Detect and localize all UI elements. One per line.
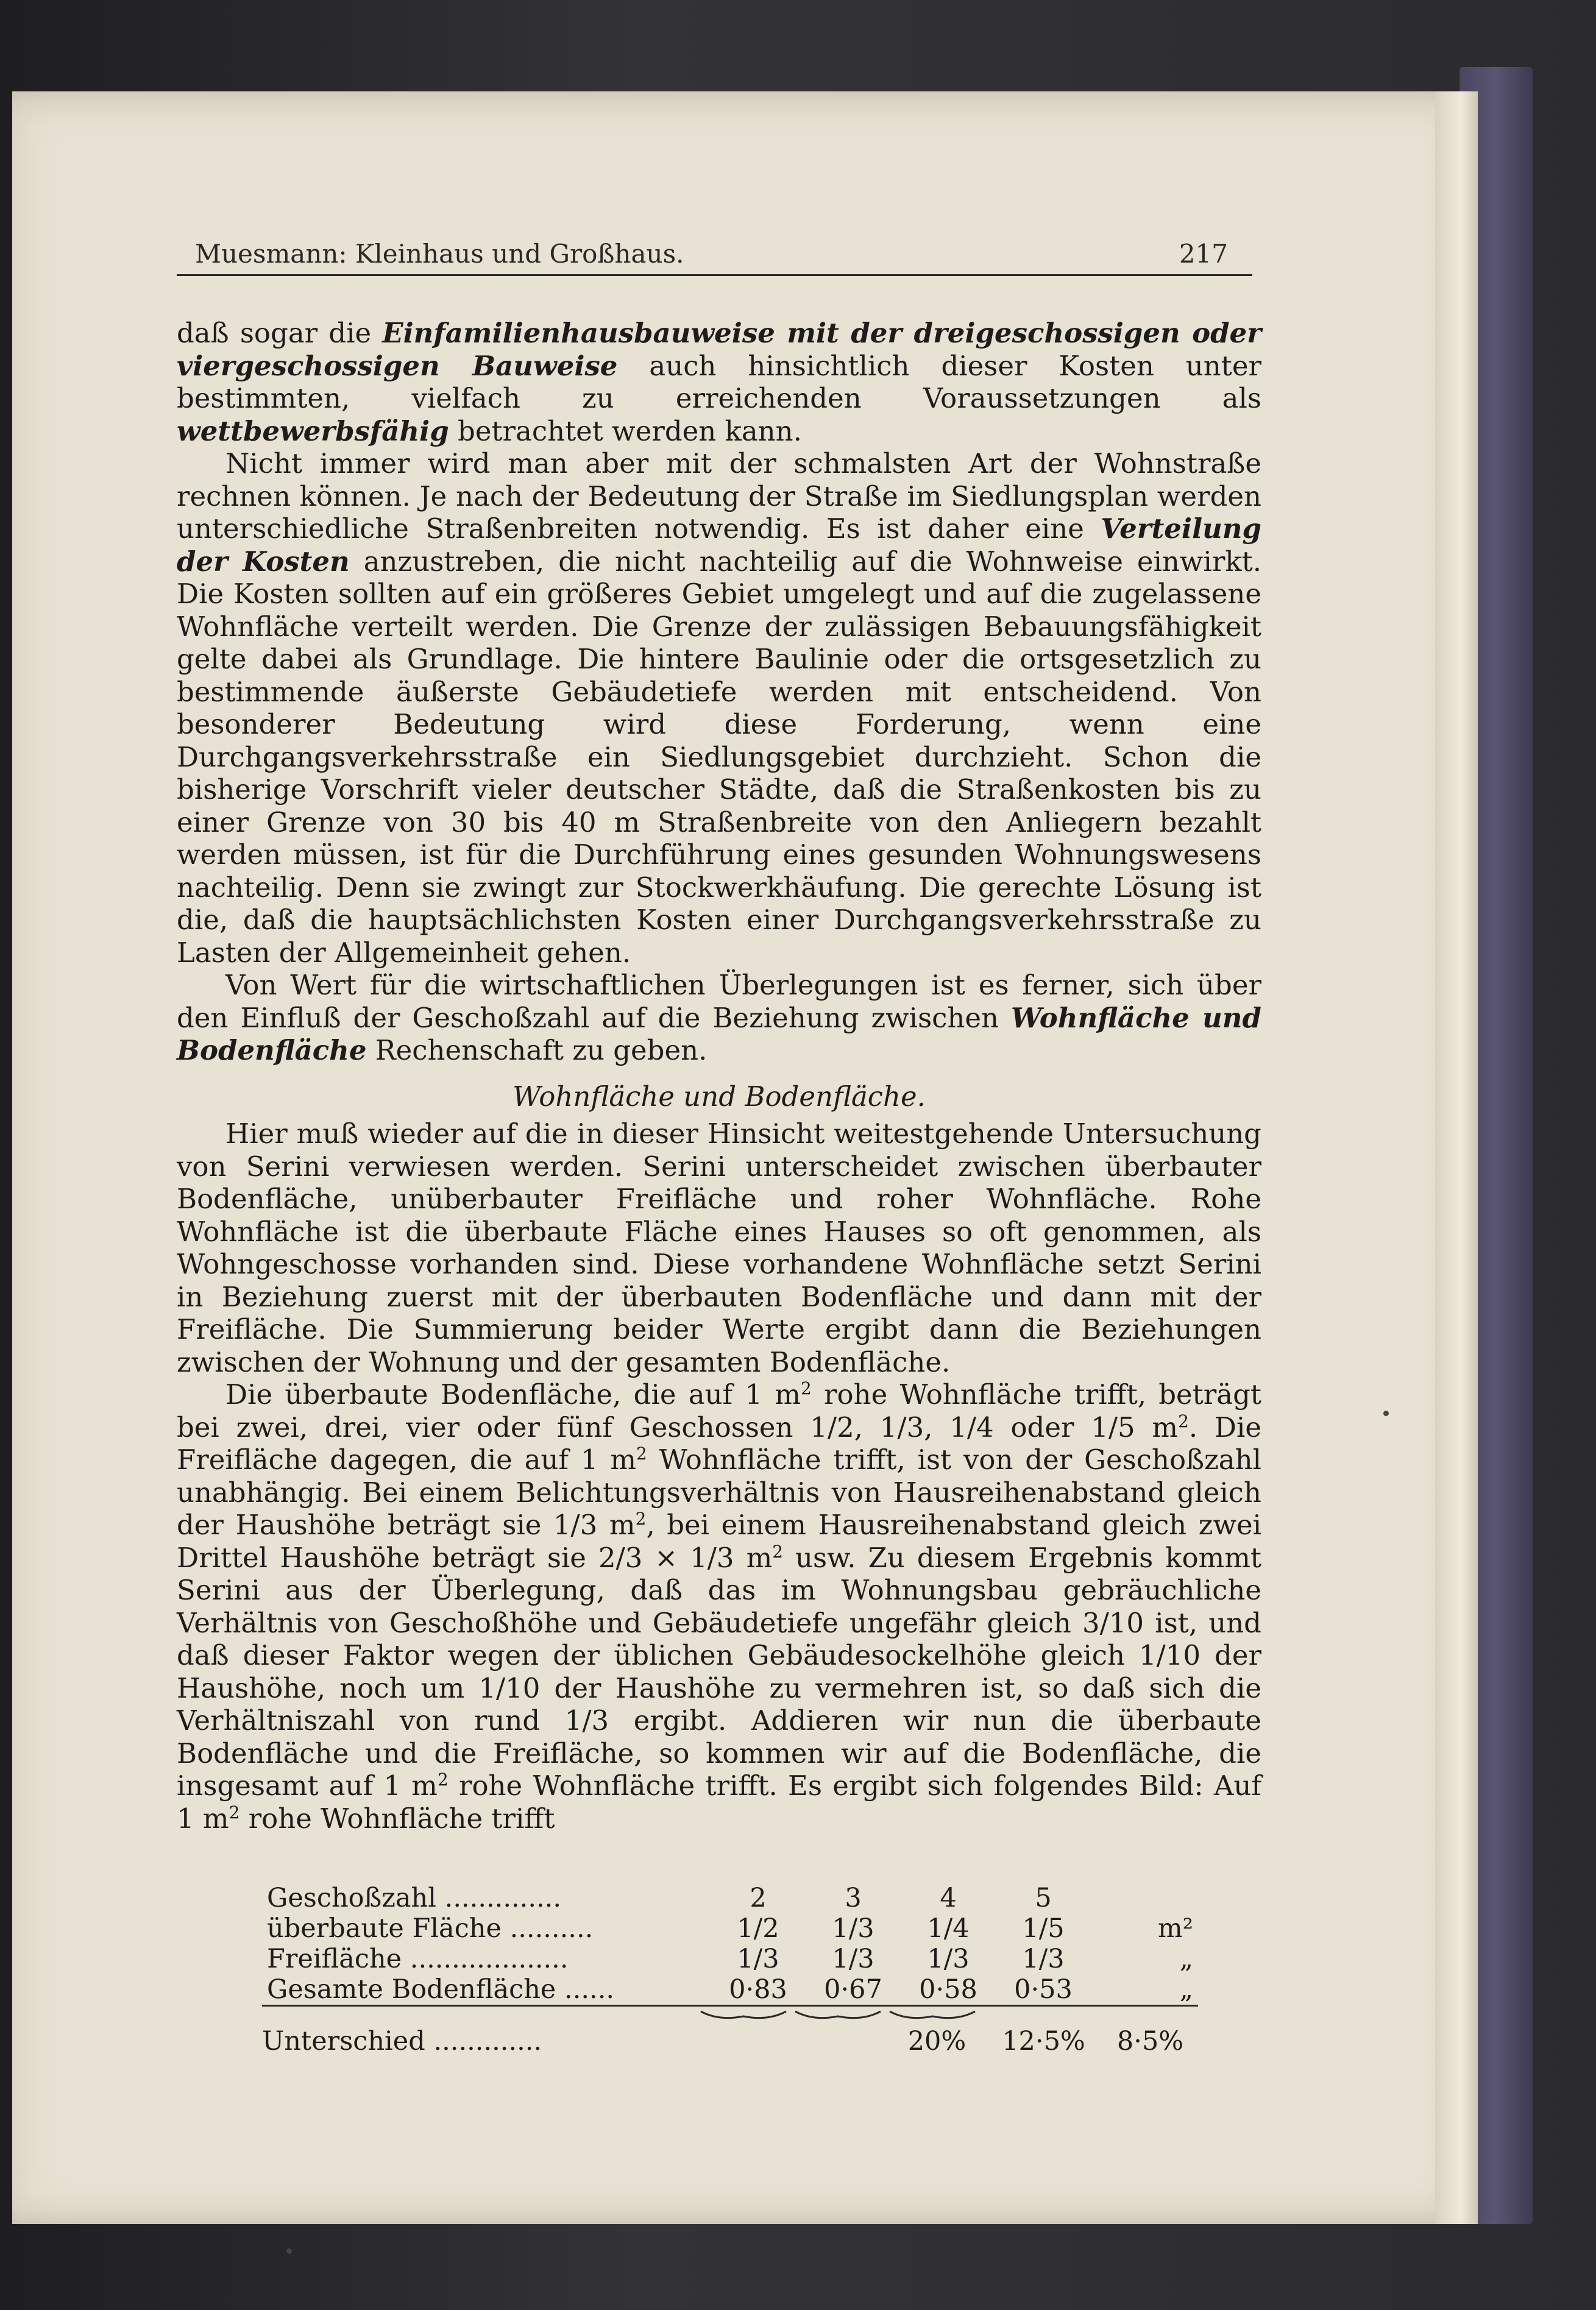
running-head-title: Muesmann: Kleinhaus und Großhaus. bbox=[195, 239, 684, 269]
paragraph-5: Die überbaute Bodenfläche, die auf 1 $m^2$ rohe Wohnfläche trifft, beträgt bei zwei, drei, vier oder fünf Geschossen 1/2, 1/3, 1/4 oder 1/5 $m^2$. Die Freifläche dagegen, die auf 1 $m^2$ Wohnfläche trifft, ist von der Geschoßzahl unabhängig. Bei einem Belichtungsverhältnis von Hausreihenabstand gleich der Haushöhe beträgt sie 1/3 $m^2$, bei einem Hausreihenabstand gleich zwei Drittel Haushöhe beträgt sie 2/3 × 1/3 $m^2$ usw. Zu diesem Ergebnis kommt Serini aus der Überlegung, daß das im Wohnungsbau gebräuchliche Verhältnis von Geschoßhöhe und Gebäudetiefe ungefähr gleich 3/10 ist, und daß dieser Faktor wegen der üblichen Gebäudesockelhöhe gleich 1/10 der Haushöhe, noch um 1/10 der Haushöhe zu vermehren ist, so daß sich die Verhältniszahl von rund 1/3 ergibt. Addieren wir nun die überbaute Bodenfläche und die Freifläche, so kommen wir auf die Bodenfläche, die insgesamt auf 1 $m^2$ rohe Wohnfläche trifft. Es ergibt sich folgendes Bild: Auf 1 $m^2$ rohe Wohnfläche trifft bbox=[177, 1378, 1262, 1835]
table-row: überbaute Fläche .......... 1/2 1/3 1/4 1/5 m² bbox=[267, 1913, 1193, 1944]
paragraph-4: Hier muß wieder auf die in dieser Hinsicht weitestgehende Untersuchung von Serini verwiesen werden. Serini unterscheidet zwischen überbauter Bodenfläche, unüberbauter Freifläche und roher Wohnfläche. Rohe Wohnfläche ist die überbaute Fläche eines Hauses so oft genommen, als Wohngeschosse vorhanden sind. Diese vorhandene Wohnfläche setzt Serini in Beziehung zuerst mit der überbauten Bodenfläche und dann mit der Freifläche. Die Summierung beider Werte ergibt dann die Beziehungen zwischen der Wohnung und der gesamten Bodenfläche. bbox=[177, 1118, 1261, 1378]
paragraph-3: Von Wert für die wirtschaftlichen Überlegungen ist es ferner, sich über den Einfluß der Geschoßzahl auf die Beziehung zwischen Wohnfläche und Bodenfläche Rechenschaft zu geben. bbox=[177, 969, 1261, 1066]
paragraph-2: Nicht immer wird man aber mit der schmalsten Art der Wohnstraße rechnen können. Je nach der Bedeutung der Straße im Siedlungsplan werden unterschiedliche Straßenbreiten notwendig. Es ist daher eine Verteilung der Kosten anzustreben, die nicht nachteilig auf die Wohnweise einwirkt. Die Kosten sollten auf ein größeres Gebiet umgelegt und auf die zugelassene Wohnfläche verteilt werden. Die Grenze der zulässigen Bebauungsfähigkeit gelte dabei als Grundlage. Die hintere Baulinie oder die ortsgesetzlich zu bestimmende äußerste Gebäudetiefe werden mit entscheidend. Von besonderer Bedeutung wird diese Forderung, wenn eine Durchgangsverkehrsstraße ein Siedlungsgebiet durchzieht. Schon die bisherige Vorschrift vieler deutscher Städte, daß die Straßenkosten bis zu einer Grenze von 30 bis 40 m Straßenbreite von den Anliegern bezahlt werden müssen, ist für die Durchführung eines gesunden Wohnungswesens nachteilig. Denn sie zwingt zur Stockwerkhäufung. Die gerechte Lösung ist die, daß die hauptsächlichsten Kosten einer Durchgangsverkehrsstraße zu Lasten der Allgemeinheit gehen. bbox=[177, 447, 1261, 969]
table-row: Geschoßzahl .............. 2 3 4 5 bbox=[267, 1883, 1052, 1913]
speck-mark bbox=[1383, 1411, 1389, 1416]
body-text bbox=[177, 317, 1261, 1835]
section-heading: Wohnfläche und Bodenfläche. bbox=[512, 1080, 926, 1113]
stats-table bbox=[262, 1883, 1198, 2007]
table-row: Gesamte Bodenfläche ...... 0·83 0·67 0·58 0·53 „ bbox=[262, 1974, 1198, 2006]
running-head bbox=[177, 239, 1252, 276]
difference-row: Unterschied ............. 20% 12·5% 8·5% bbox=[262, 2026, 1184, 2057]
page-number: 217 bbox=[1179, 239, 1228, 269]
table-row: Freifläche ................... 1/3 1/3 1/3 1/3 „ bbox=[267, 1944, 1193, 1974]
paragraph-1: daß sogar die Einfamilienhausbauweise mit der dreigeschossigen oder viergeschossigen Bauweise auch hinsichtlich dieser Kosten unter bestimmten, vielfach zu erreichenden Voraussetzungen als wettbewerbsfähig betrachtet werden kann. bbox=[177, 317, 1261, 447]
difference-braces bbox=[695, 2008, 987, 2026]
page-stack-edge bbox=[1435, 91, 1478, 2224]
speck-mark bbox=[286, 2248, 292, 2254]
